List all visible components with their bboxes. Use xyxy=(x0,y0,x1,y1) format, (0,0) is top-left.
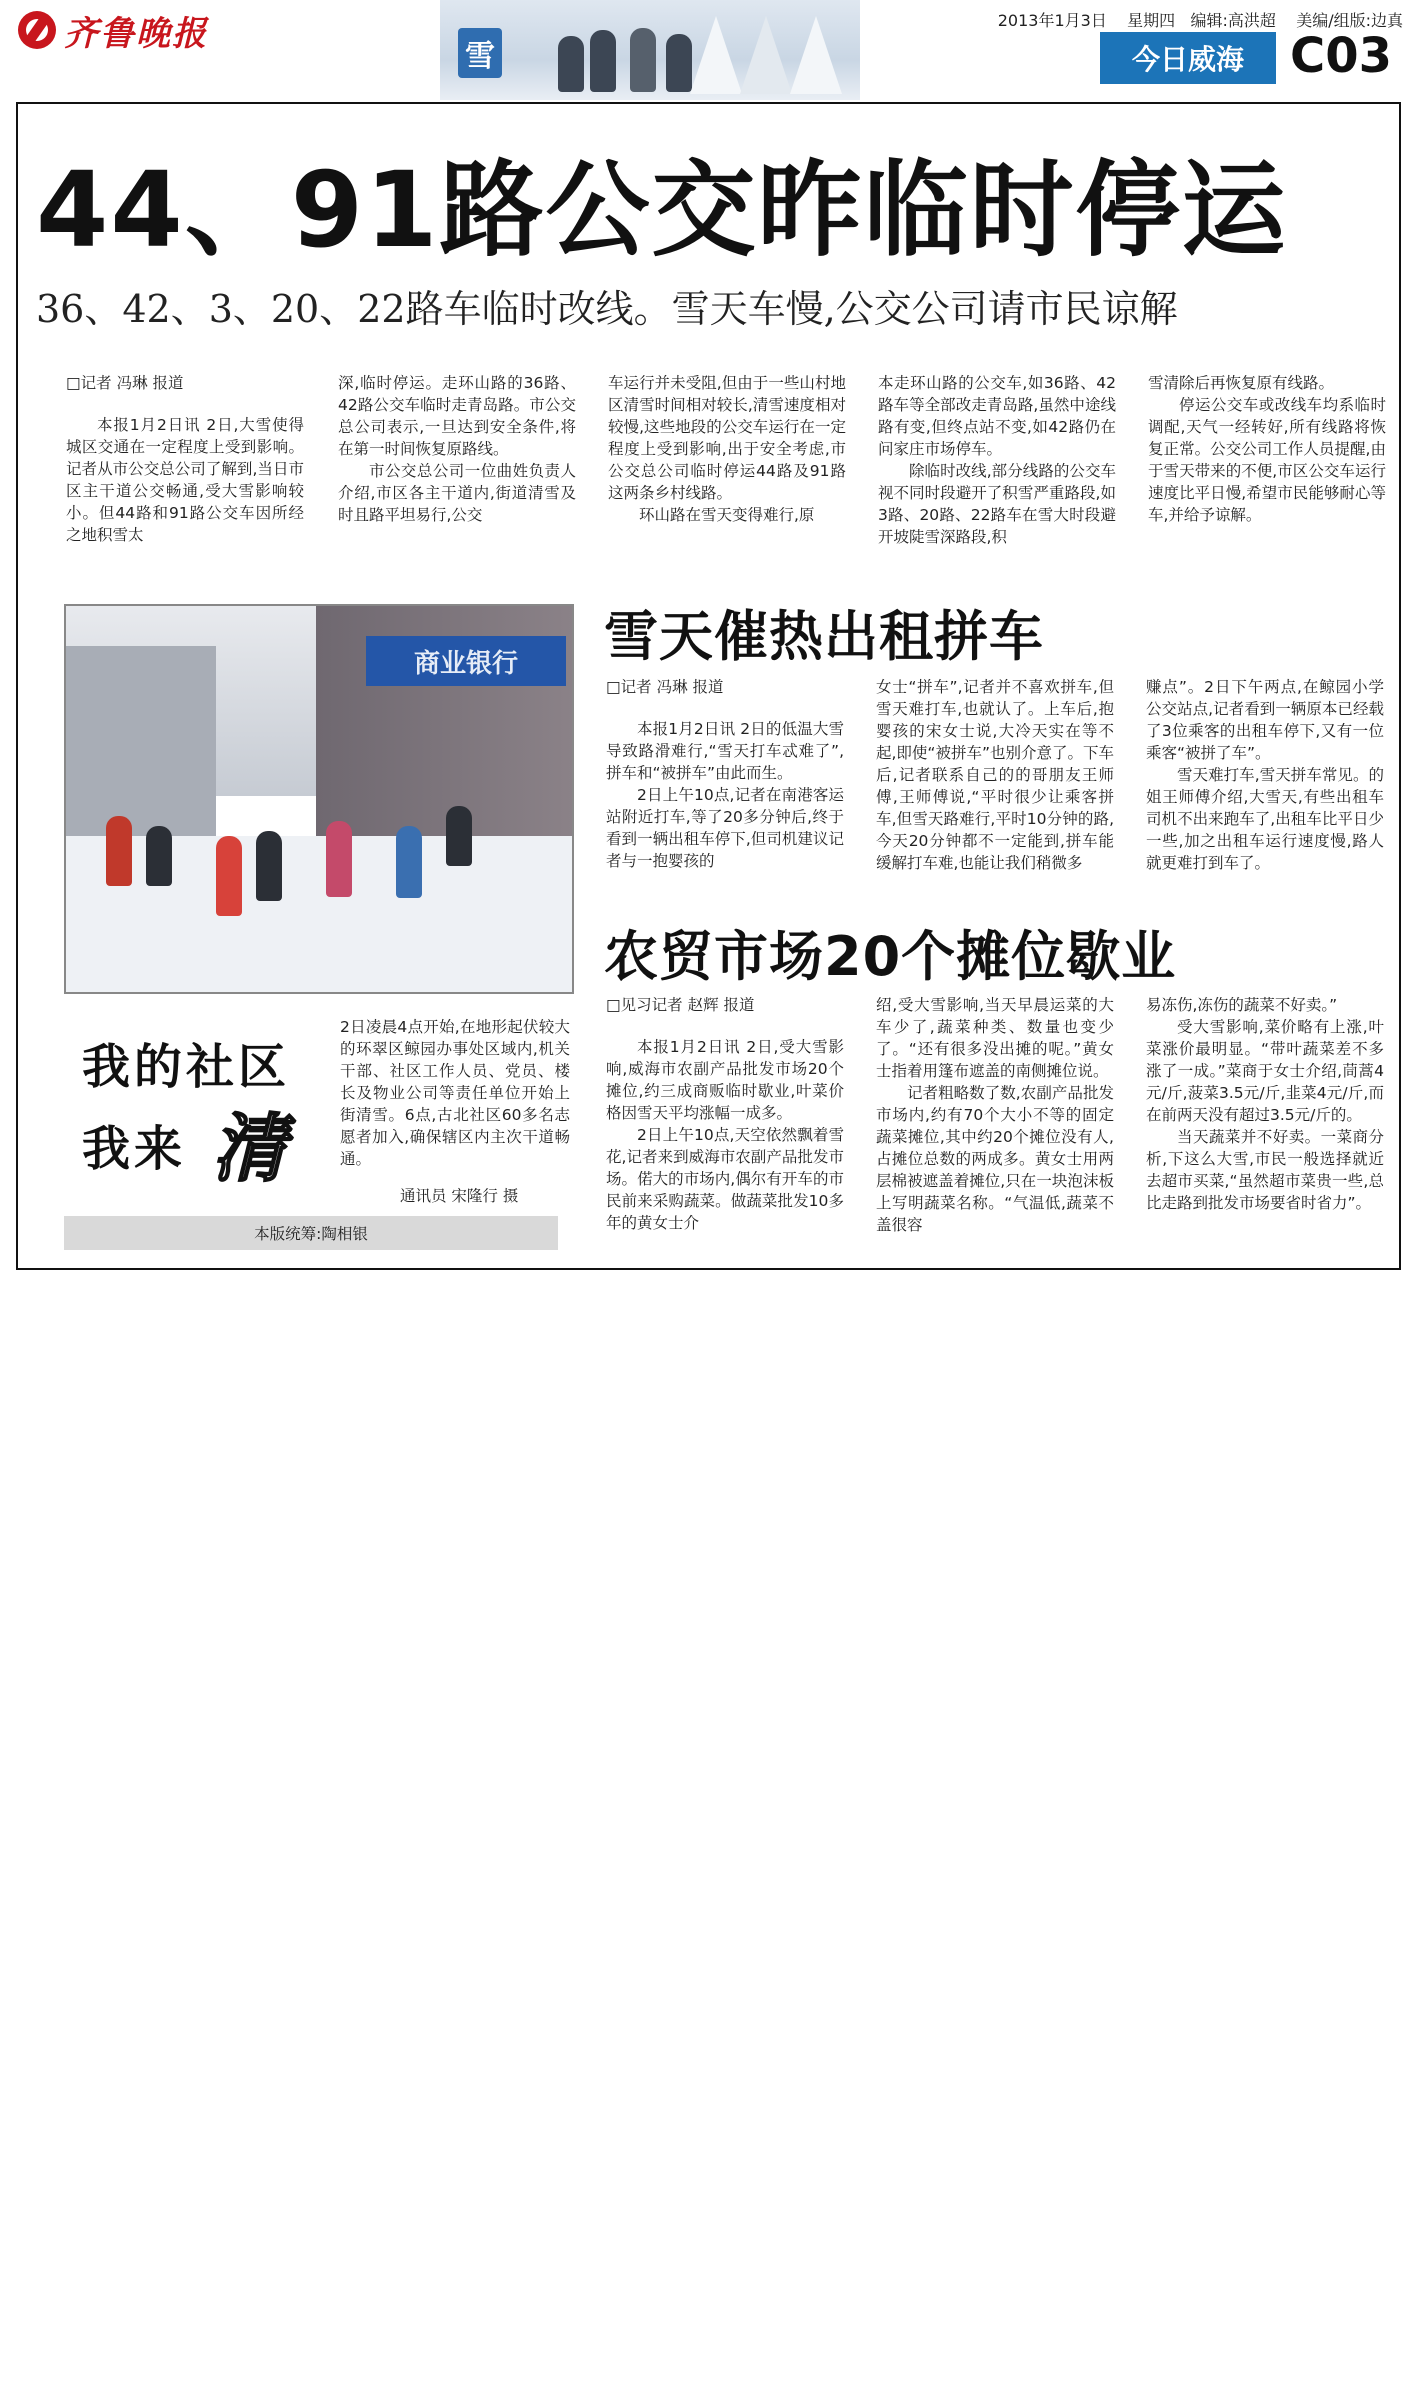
paragraph: 赚点”。2日下午两点,在鲸园小学公交站点,记者看到一辆原本已经载了3位乘客的出租车停下,又有一位乘客“被拼了车”。 xyxy=(1146,678,1384,762)
section-name: 今日威海 xyxy=(1100,32,1276,84)
snow-banner-image xyxy=(440,0,860,100)
paragraph: 女士“拼车”,记者并不喜欢拼车,但雪天难打车,也就认了。上车后,抱婴孩的宋女士说,大冷天实在等不起,即使“被拼车”也别介意了。下车后,记者联系自己的的哥朋友王师傅,王师傅说,“平时很少让乘客拼车,但雪天路难行,平时10分钟的路,今天20分钟都不一定能到,拼车能缓解打车难,也能让我们稍微多 xyxy=(876,678,1114,872)
photo-credit: 通讯员 宋隆行 摄 xyxy=(400,1187,519,1205)
issue-weekday: 星期四 xyxy=(1127,11,1176,30)
logo-text: 齐鲁晚报 xyxy=(64,13,208,54)
page-code: C03 xyxy=(1290,28,1393,84)
market-headline: 农贸市场20个摊位歇业 xyxy=(604,925,1177,988)
lead-byline: □ 记者 冯琳 报道 xyxy=(66,372,304,394)
market-column-text xyxy=(606,1036,844,1234)
taxi-byline: □ 记者 冯琳 报道 xyxy=(606,676,844,698)
logo-emblem-icon xyxy=(18,11,56,49)
paragraph: 易冻伤,冻伤的蔬菜不好卖。” xyxy=(1146,996,1338,1014)
snow-cleaning-photo xyxy=(64,604,574,994)
photo-bank-sign: 商业银行 xyxy=(366,636,566,686)
taxi-headline: 雪天催热出租拼车 xyxy=(604,605,1044,668)
designer-credit: 美编/组版:边真 xyxy=(1296,11,1403,30)
paragraph: 雪天难打车,雪天拼车常见。的姐王师傅介绍,大雪天,有些出租车司机不出来跑车了,出租车比平日少一些,加之出租车运行速度慢,路人就更难打到车了。 xyxy=(1146,766,1384,872)
paragraph: 绍,受大雪影响,当天早晨运菜的大车少了,蔬菜种类、数量也变少了。“还有很多没出摊的呢。”黄女士指着用篷布遮盖的南侧摊位说。 xyxy=(876,996,1114,1080)
paragraph: 雪清除后再恢复原有线路。 xyxy=(1148,374,1335,392)
market-byline: □ 见习记者 赵辉 报道 xyxy=(606,994,844,1016)
lead-column-2 xyxy=(338,372,576,526)
page-coordinator: 本版统筹:陶相银 xyxy=(64,1216,558,1250)
market-column-2 xyxy=(876,994,1114,1236)
banner-label: 雪 xyxy=(458,28,502,78)
lead-subhead: 36、42、3、20、22路车临时改线。雪天车慢,公交公司请市民谅解 xyxy=(36,287,1178,331)
market-column-3 xyxy=(1146,994,1384,1214)
paragraph: 2日上午10点,记者在南港客运站附近打车,等了20多分钟后,终于看到一辆出租车停下,但司机建议记者与一抱婴孩的 xyxy=(606,786,844,870)
paragraph: 除临时改线,部分线路的公交车视不同时段避开了积雪严重路段,如3路、20路、22路车在雪大时段避开坡陡雪深路段,积 xyxy=(878,462,1116,546)
editor-credit: 编辑:高洪超 xyxy=(1190,11,1276,30)
taxi-column-3 xyxy=(1146,676,1384,874)
caption-title-char: 清 xyxy=(212,1106,286,1192)
paragraph: 环山路在雪天变得难行,原 xyxy=(639,506,815,524)
paragraph: 市公交总公司一位曲姓负责人介绍,市区各主干道内,街道清雪及时且路平坦易行,公交 xyxy=(338,462,576,524)
paragraph: 记者粗略数了数,农副产品批发市场内,约有70个大小不等的固定蔬菜摊位,其中约20个摊位没有人,占摊位总数的两成多。黄女士用两层棉被遮盖着摊位,只在一块泡沫板上写明蔬菜名称。“气温低,蔬菜不盖很容 xyxy=(876,1084,1114,1234)
newspaper-logo xyxy=(18,6,208,54)
paragraph: 本走环山路的公交车,如36路、42路车等全部改走青岛路,虽然中途线路有变,但终点站不变,如42路仍在问家庄市场停车。 xyxy=(878,374,1116,458)
taxi-column-text xyxy=(606,718,844,872)
caption-title-line2: 我来 xyxy=(82,1121,187,1177)
paragraph: 当天蔬菜并不好卖。一菜商分析,下这么大雪,市民一般选择就近去超市买菜,“虽然超市菜贵一些,总比走路到批发市场要省时省力”。 xyxy=(1146,1128,1384,1212)
taxi-column-2 xyxy=(876,676,1114,874)
paragraph: 本报1月2日讯 2日,大雪使得城区交通在一定程度上受到影响。记者从市公交总公司了解到,当日市区主干道公交畅通,受大雪影响较小。但44路和91路公交车因所经之地积雪太 xyxy=(66,416,304,544)
caption-title-line1: 我的社区 xyxy=(82,1039,291,1095)
market-column-1 xyxy=(606,994,844,1234)
paragraph: 本报1月2日讯 2日,受大雪影响,威海市农副产品批发市场20个摊位,约三成商贩临时歇业,叶菜价格因雪天平均涨幅一成多。 xyxy=(606,1038,844,1122)
paragraph: 停运公交车或改线车均系临时调配,天气一经转好,所有线路将恢复正常。公交公司工作人员提醒,由于雪天带来的不便,市区公交车运行速度比平日慢,希望市民能够耐心等车,并给予谅解。 xyxy=(1148,396,1386,524)
paragraph: 车运行并未受阻,但由于一些山村地区清雪时间相对较长,清雪速度相对较慢,这些地段的公交车运行在一定程度上受到影响,出于安全考虑,市公交总公司临时停运44路及91路这两条乡村线路。 xyxy=(608,374,846,502)
paragraph: 本报1月2日讯 2日的低温大雪导致路滑难行,“雪天打车忒难了”,拼车和“被拼车”由此而生。 xyxy=(606,720,844,782)
issue-date: 2013年1月3日 xyxy=(997,11,1107,30)
paragraph: 2日上午10点,天空依然飘着雪花,记者来到威海市农副产品批发市场。偌大的市场内,偶尔有开车的市民前来采购蔬菜。做蔬菜批发10多年的黄女士介 xyxy=(606,1126,844,1232)
masthead xyxy=(0,0,1417,100)
lead-column-4 xyxy=(878,372,1116,548)
lead-headline: 44、91路公交昨临时停运 xyxy=(36,149,1288,271)
lead-column-1 xyxy=(66,372,304,546)
lead-column-5 xyxy=(1148,372,1386,526)
paragraph: 受大雪影响,菜价略有上涨,叶菜涨价最明显。“带叶蔬菜差不多涨了一成。”菜商于女士介绍,茼蒿4元/斤,菠菜3.5元/斤,韭菜4元/斤,而在前两天没有超过3.5元/斤的。 xyxy=(1146,1018,1384,1124)
lead-column-text xyxy=(66,414,304,546)
taxi-column-1 xyxy=(606,676,844,872)
lead-column-3 xyxy=(608,372,846,526)
caption-text: 2日凌晨4点开始,在地形起伏较大的环翠区鲸园办事处区域内,机关干部、社区工作人员、党员、楼长及物业公司等责任单位开始上街清雪。6点,古北社区60多名志愿者加入,确保辖区内主次干道畅通。 xyxy=(340,1018,570,1168)
paragraph: 深,临时停运。走环山路的36路、42路公交车临时走青岛路。市公交总公司表示,一旦达到安全条件,将在第一时间恢复原路线。 xyxy=(338,374,576,458)
